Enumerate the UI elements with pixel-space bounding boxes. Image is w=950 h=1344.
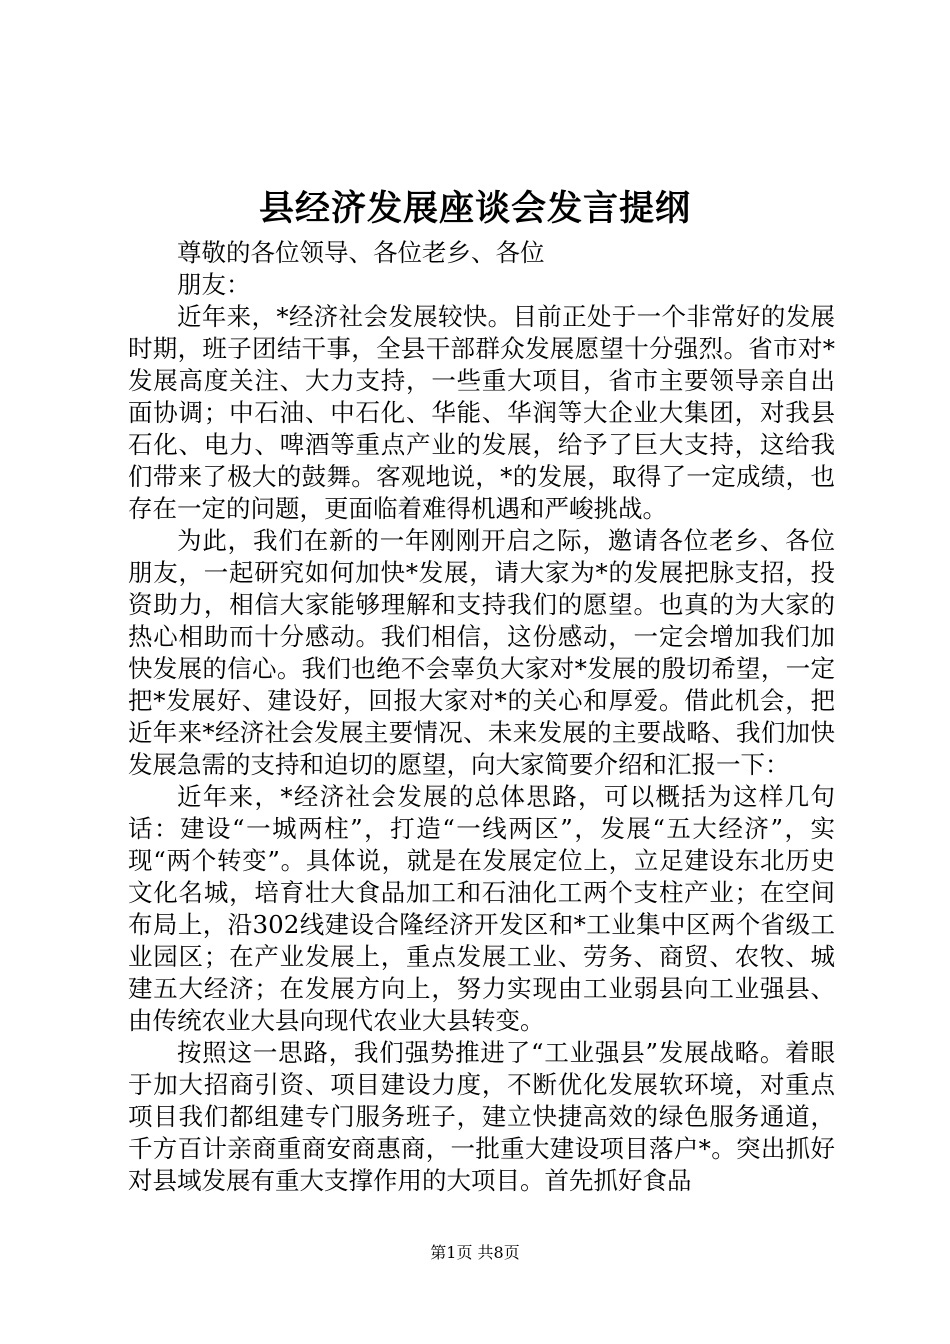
paragraph-salutation-cont: 朋友： <box>177 270 251 299</box>
paragraph: 近年来，*经济社会发展较快。目前正处于一个非常好的发展时期，班子团结干事，全县干部群众发展愿望十分强烈。省市对*发展高度关注、大力支持，一些重大项目，省市主要领导亲自出面协调；中石油、中石化、华能、华润等大企业大集团，对我县石化、电力、啤酒等重点产业的发展，给予了巨大支持，这给我们带来了极大的鼓舞。客观地说，*的发展，取得了一定成绩，也存在一定的问题，更面临着难得机遇和严峻挑战。 <box>128 302 835 523</box>
paragraph: 为此，我们在新的一年刚刚开启之际，邀请各位老乡、各位朋友，一起研究如何加快*发展，请大家为*的发展把脉支招，投资助力，相信大家能够理解和支持我们的愿望。也真的为大家的热心相助而十分感动。我们相信，这份感动，一定会增加我们加快发展的信心。我们也绝不会辜负大家对*发展的殷切希望，一定把*发展好、建设好，回报大家对*的关心和厚爱。借此机会，把近年来*经济社会发展主要情况、未来发展的主要战略、我们加快发展急需的支持和迫切的愿望，向大家简要介绍和汇报一下： <box>128 526 835 779</box>
page-number-footer: 第1页 共8页 <box>430 1243 520 1262</box>
paragraph: 近年来，*经济社会发展的总体思路，可以概括为这样几句话：建设“一城两柱”，打造“一线两区”，发展“五大经济”，实现“两个转变”。具体说，就是在发展定位上，立足建设东北历史文化名城，培育壮大食品加工和石油化工两个支柱产业；在空间布局上，沿302线建设合隆经济开发区和*工业集中区两个省级工业园区；在产业发展上，重点发展工业、劳务、商贸、农牧、城建五大经济；在发展方向上，努力实现由工业弱县向工业强县、由传统农业大县向现代农业大县转变。 <box>128 782 835 1035</box>
paragraph: 按照这一思路，我们强势推进了“工业强县”发展战略。着眼于加大招商引资、项目建设力度，不断优化发展软环境，对重点项目我们都组建专门服务班子，建立快捷高效的绿色服务通道，千方百计亲商重商安商惠商，一批重大建设项目落户*。突出抓好对县域发展有重大支撑作用的大项目。首先抓好食品 <box>128 1038 835 1195</box>
paragraph-salutation: 尊敬的各位领导、各位老乡、各位 <box>177 238 545 267</box>
document-title: 县经济发展座谈会发言提纲 <box>258 188 691 229</box>
document-body <box>128 237 835 1197</box>
